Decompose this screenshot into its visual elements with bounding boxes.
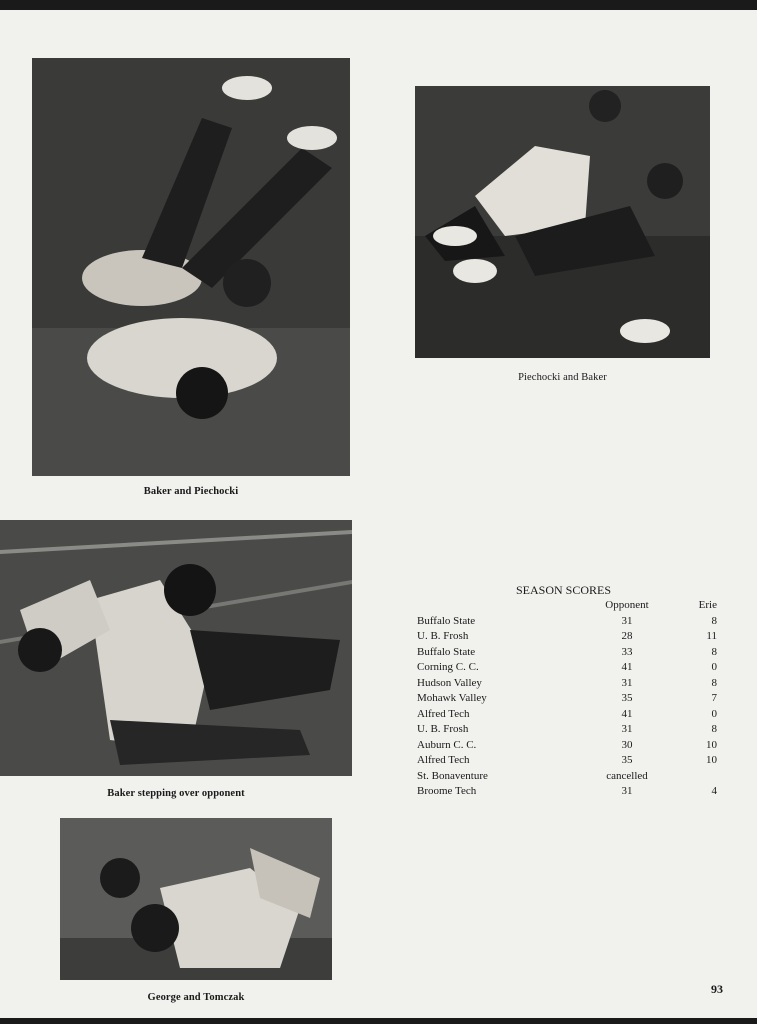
opponent-score: 31: [621, 614, 633, 627]
photo-2-caption: Piechocki and Baker: [518, 372, 607, 383]
erie-score: 8: [711, 614, 717, 627]
wrestling-photo-4: [60, 818, 332, 980]
erie-header: Erie: [698, 599, 717, 611]
team-name: Buffalo State: [417, 645, 476, 658]
yearbook-page: [0, 10, 757, 1018]
erie-score: 0: [711, 707, 717, 720]
team-header: [417, 598, 577, 614]
team-name: Broome Tech: [417, 785, 477, 797]
erie-score: 10: [706, 738, 717, 751]
page-number: 93: [711, 982, 723, 996]
score-row: [417, 614, 717, 630]
team-name: Mohawk Valley: [417, 692, 487, 704]
erie-score: 8: [711, 645, 717, 658]
scores-header-row: [417, 598, 717, 614]
score-row: [417, 645, 717, 661]
erie-score: [677, 769, 717, 785]
score-row: [417, 691, 717, 707]
team-name: St. Bonaventure: [417, 769, 488, 782]
wrestling-photo-2: [415, 86, 710, 358]
score-row: [417, 707, 717, 723]
erie-score: 11: [706, 630, 717, 642]
erie-score: 0: [711, 661, 717, 673]
opponent-score: 41: [621, 707, 633, 720]
score-row: [417, 769, 717, 785]
erie-score: 8: [711, 723, 717, 735]
team-name: Alfred Tech: [417, 707, 470, 720]
opponent-score: 31: [621, 723, 633, 735]
erie-score: 4: [711, 785, 717, 797]
erie-score: 8: [711, 676, 717, 689]
photo-1-caption: Baker and Piechocki: [143, 486, 239, 497]
team-name: Alfred Tech: [417, 754, 470, 766]
erie-score: 7: [711, 692, 717, 704]
photo-4-caption: George and Tomczak: [147, 992, 245, 1003]
wrestling-photo-3: [0, 520, 352, 776]
team-name: U. B. Frosh: [417, 630, 469, 642]
opponent-score: 35: [621, 754, 633, 766]
opponent-header: Opponent: [605, 599, 649, 611]
opponent-score: 30: [621, 738, 633, 751]
opponent-score: cancelled: [606, 769, 648, 782]
opponent-score: 31: [621, 676, 633, 689]
team-name: Auburn C. C.: [417, 738, 477, 751]
wrestling-photo-1: [32, 58, 350, 476]
opponent-score: 41: [621, 661, 633, 673]
erie-score: 10: [706, 754, 717, 766]
opponent-score: 28: [621, 630, 633, 642]
score-row: [417, 722, 717, 738]
season-scores-title: SEASON SCORES: [516, 583, 612, 597]
opponent-score: 33: [621, 645, 633, 658]
score-row: [417, 629, 717, 645]
team-name: Buffalo State: [417, 614, 476, 627]
photo-3-caption: Baker stepping over opponent: [107, 788, 245, 799]
team-name: U. B. Frosh: [417, 723, 469, 735]
score-row: [417, 738, 717, 754]
opponent-score: 31: [621, 785, 633, 797]
score-row: [417, 660, 717, 676]
score-row: [417, 784, 717, 800]
team-name: Corning C. C.: [417, 661, 479, 673]
score-row: [417, 753, 717, 769]
opponent-score: 35: [621, 692, 633, 704]
season-scores-table: [417, 598, 717, 800]
score-row: [417, 676, 717, 692]
team-name: Hudson Valley: [417, 676, 482, 689]
